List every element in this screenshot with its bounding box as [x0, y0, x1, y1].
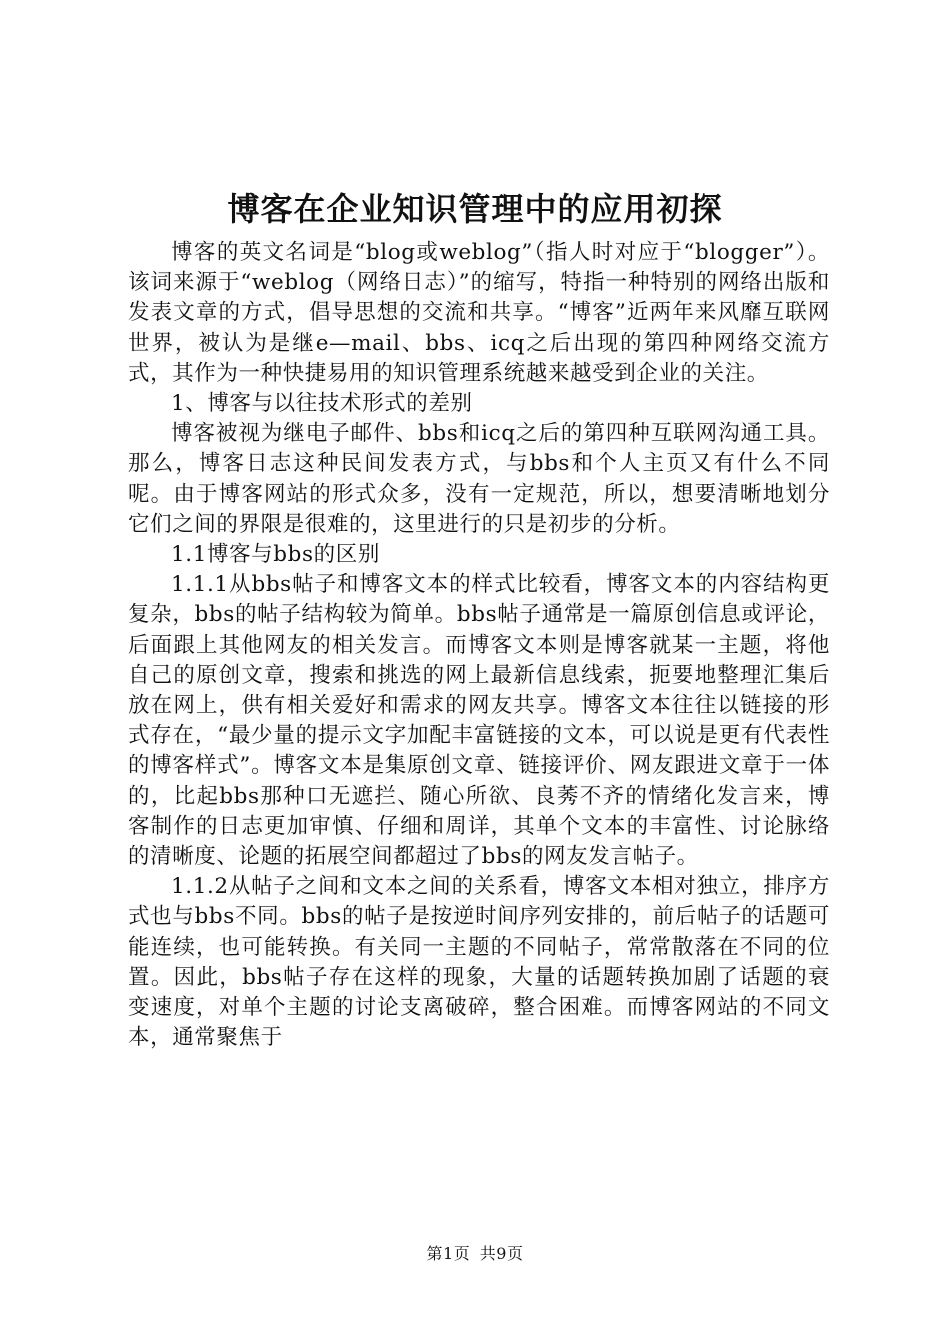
document-body	[128, 238, 830, 1053]
paragraph-1-1-2: 1.1.2从帖子之间和文本之间的关系看，博客文本相对独立，排序方式也与bbs不同。bbs的帖子是按逆时间序列安排的，前后帖子的话题可能连续，也可能转换。有关同一主题的不同帖子，常常散落在不同的位置。因此，bbs帖子存在这样的现象，大量的话题转换加剧了话题的衰变速度，对单个主题的讨论支离破碎，整合困难。而博客网站的不同文本，通常聚焦于	[128, 874, 830, 1051]
section-heading-1: 1、博客与以往技术形式的差别	[171, 391, 473, 417]
section-heading-1-1: 1.1博客与bbs的区别	[171, 542, 380, 568]
page-number: 第1页	[426, 1244, 471, 1263]
paragraph-1-1-1: 1.1.1从bbs帖子和博客文本的样式比较看，博客文本的内容结构更复杂，bbs的帖子结构较为简单。bbs帖子通常是一篇原创信息或评论，后面跟上其他网友的相关发言。而博客文本则是博客就某一主题，将他自己的原创文章，搜索和挑选的网上最新信息线索，扼要地整理汇集后放在网上，供有相关爱好和需求的网友共享。博客文本往往以链接的形式存在，“最少量的提示文字加配丰富链接的文本，可以说是更有代表性的博客样式”。博客文本是集原创文章、链接评价、网友跟进文章于一体的，比起bbs那种口无遮拦、随心所欲、良莠不齐的情绪化发言来，博客制作的日志更加审慎、仔细和周详，其单个文本的丰富性、讨论脉络的清晰度、论题的拓展空间都超过了bbs的网友发言帖子。	[128, 572, 830, 870]
page-total: 共9页	[479, 1244, 524, 1263]
paragraph-section-1: 博客被视为继电子邮件、bbs和icq之后的第四种互联网沟通工具。那么，博客日志这种民间发表方式，与bbs和个人主页又有什么不同呢。由于博客网站的形式众多，没有一定规范，所以，想要清晰地划分它们之间的界限是很难的，这里进行的只是初步的分析。	[128, 421, 830, 537]
document-title: 博客在企业知识管理中的应用初探	[227, 190, 723, 228]
paragraph-intro: 博客的英文名词是“blog或weblog”（指人时对应于“blogger”）。该词来源于“weblog（网络日志）”的缩写，特指一种特别的网络出版和发表文章的方式，倡导思想的交流和共享。“博客”近两年来风靡互联网世界，被认为是继e—mail、bbs、icq之后出现的第四种网络交流方式，其作为一种快捷易用的知识管理系统越来越受到企业的关注。	[128, 240, 830, 386]
page-footer	[0, 1244, 950, 1264]
